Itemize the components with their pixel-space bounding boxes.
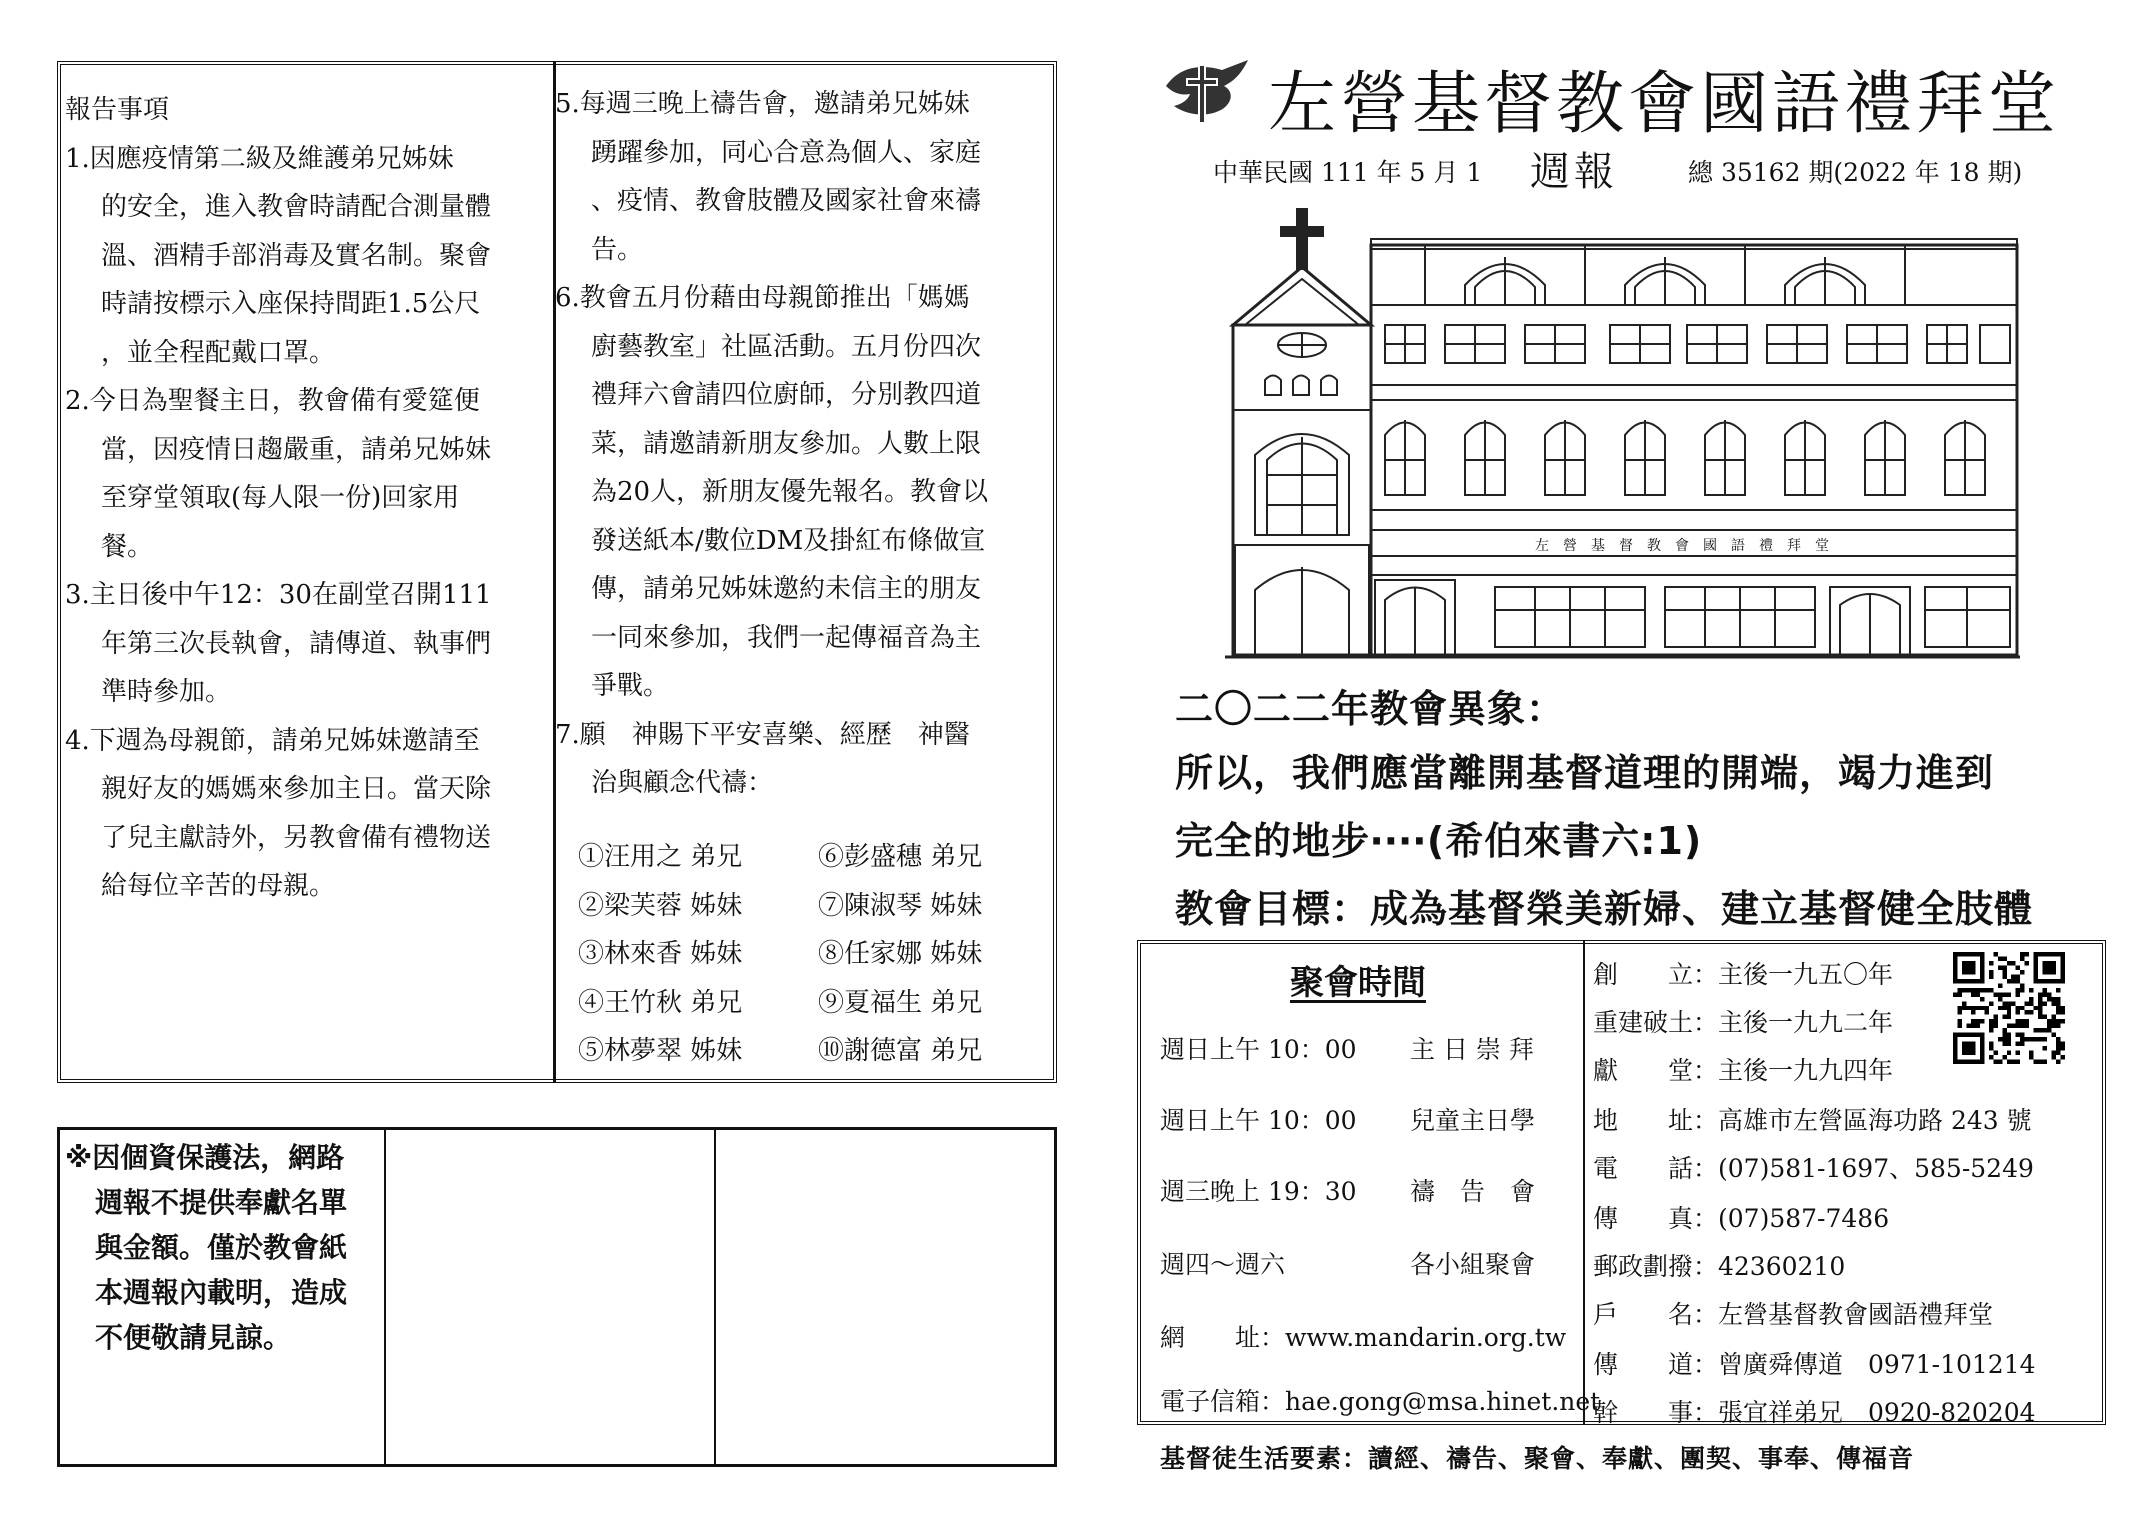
meeting-time: 週日上午 10：00: [1160, 1035, 1357, 1064]
meeting-time: 週四～週六: [1160, 1250, 1286, 1279]
meeting-row: [1160, 1101, 1570, 1137]
church-info-row: 獻 堂：主後一九九四年: [1593, 1056, 1894, 1085]
announcement-line: 爭戰。: [591, 671, 670, 701]
announcement-line: 、疫情、教會肢體及國家社會來禱: [591, 186, 982, 216]
meeting-time: 週三晚上 19：30: [1160, 1177, 1357, 1206]
meeting-name: 各小組聚會: [1410, 1250, 1536, 1279]
announcement-line: 準時參加。: [101, 677, 232, 707]
prayer-name: ⑩謝德富 弟兄: [818, 1036, 983, 1066]
announcements-list-1: [65, 135, 492, 911]
weekly-label: 週報: [1530, 149, 1618, 195]
church-building-illustration: [1225, 205, 2020, 660]
announcement-item-start: 7.願 神賜下平安喜樂、經歷 神醫: [555, 719, 970, 750]
meeting-row: [1160, 1172, 1570, 1208]
announcement-item-start: 1.因應疫情第二級及維護弟兄姊妹: [65, 143, 454, 174]
privacy-note-line: 週報不提供奉獻名單: [95, 1186, 348, 1219]
announcement-line: 了兒主獻詩外，另教會備有禮物送: [101, 822, 492, 853]
announcement-line: 至穿堂領取(每人限一份)回家用: [101, 483, 460, 513]
privacy-note-line: ※因個資保護法，網路: [65, 1141, 345, 1174]
meeting-row: [1160, 1245, 1570, 1281]
church-info-row: 傳 道：曾廣舜傳道 0971-101214: [1593, 1350, 2036, 1379]
church-info-row: 創 立：主後一九五〇年: [1593, 960, 1894, 989]
prayer-name: ③林來香 姊妹: [578, 939, 743, 969]
announcement-line: 踴躍參加，同心合意為個人、家庭: [591, 137, 982, 168]
announcement-line: 一同來參加，我們一起傳福音為主: [591, 622, 982, 653]
church-info-row: 地 址：高雄市左營區海功路 243 號: [1593, 1106, 2032, 1135]
announcement-item-start: 3.主日後中午12：30在副堂召開111: [65, 580, 492, 610]
meeting-info-divider: [1583, 940, 1585, 1425]
announcement-line: 當，因疫情日趨嚴重，請弟兄姊妹: [101, 434, 492, 465]
announcement-line: 時請按標示入座保持間距1.5公尺: [101, 289, 481, 319]
prayer-name: ⑨夏福生 弟兄: [818, 987, 983, 1018]
prayer-row: [578, 1027, 1058, 1076]
church-title: 左營基督教會國語禮拜堂: [1268, 65, 2061, 144]
qr-code-icon[interactable]: [1953, 952, 2065, 1064]
email[interactable]: 電子信箱：hae.gong@msa.hinet.net: [1160, 1387, 1601, 1416]
prayer-name: ⑥彭盛穗 弟兄: [818, 842, 983, 872]
church-info-row: 幹 事：張宜祥弟兄 0920-820204: [1593, 1398, 2036, 1427]
announcement-line: ，並全程配戴口罩。: [101, 337, 336, 368]
announcement-line: 廚藝教室」社區活動。五月份四次: [591, 331, 982, 362]
meeting-row: [1160, 1030, 1570, 1066]
church-logo-icon: [1162, 56, 1252, 126]
meeting-name: 兒童主日學: [1410, 1106, 1536, 1135]
issue-number: 總 35162 期(2022 年 18 期): [1688, 158, 2023, 187]
prayer-name: ⑧任家娜 姊妹: [818, 939, 983, 969]
prayer-name: ④王竹秋 弟兄: [578, 987, 743, 1018]
prayer-row: [578, 979, 1058, 1028]
building-sign: 左營基督教會國語禮拜堂: [1535, 538, 1843, 554]
announcement-line: 為20人，新朋友優先報名。教會以: [591, 477, 989, 507]
announcement-item-start: 5.每週三晚上禱告會，邀請弟兄姊妹: [555, 89, 970, 119]
announcements-heading: 報告事項: [65, 95, 170, 125]
christian-life-footer: 基督徒生活要素：讀經、禱告、聚會、奉獻、團契、事奉、傳福音: [1160, 1444, 1915, 1473]
announcement-line: 傳，請弟兄姊妹邀約未信主的朋友: [591, 574, 982, 604]
privacy-note-line: 不便敬請見諒。: [95, 1321, 292, 1354]
church-info-row: 傳 真：(07)587-7486: [1593, 1204, 1890, 1233]
prayer-name: ②梁芙蓉 姊妹: [578, 890, 743, 921]
privacy-note-line: 與金額。僅於教會紙: [95, 1231, 348, 1264]
prayer-name: ⑦陳淑琴 姊妹: [818, 890, 983, 921]
vision-verse-line-1: 所以，我們應當離開基督道理的開端，竭力進到: [1175, 751, 1995, 795]
meeting-name: 主 日 崇 拜: [1410, 1035, 1534, 1064]
announcement-item-start: 6.教會五月份藉由母親節推出「媽媽: [555, 283, 970, 313]
announcement-line: 餐。: [101, 531, 154, 562]
announcement-line: 禮拜六會請四位廚師，分別教四道: [591, 380, 982, 410]
announcements-column-1: [65, 86, 492, 911]
prayer-name: ①汪用之 弟兄: [578, 842, 743, 872]
prayer-row: [578, 930, 1058, 979]
prayer-name: ⑤林夢翠 姊妹: [578, 1036, 743, 1066]
vision-verse-line-2: 完全的地步‧‧‧‧(希伯來書六:1): [1175, 819, 1703, 863]
privacy-box-divider: [384, 1127, 386, 1467]
announcement-line: 的安全，進入教會時請配合測量體: [101, 192, 492, 222]
announcement-line: 告。: [591, 234, 644, 265]
meeting-time: 週日上午 10：00: [1160, 1106, 1357, 1135]
announcements-column-2: [555, 80, 988, 808]
prayer-row: [578, 882, 1058, 931]
announcement-line: 給每位辛苦的母親。: [101, 871, 336, 901]
church-info-row: 電 話：(07)581-1697、585-5249: [1593, 1154, 2034, 1183]
church-info-row: 重建破土：主後一九九二年: [1593, 1008, 1894, 1037]
announcement-line: 親好友的媽媽來參加主日。當天除: [101, 774, 492, 804]
privacy-note-line: 本週報內載明，造成: [95, 1276, 348, 1309]
announcements-list-2: [555, 80, 988, 808]
announcement-item-start: 4.下週為母親節，請弟兄姊妹邀請至: [65, 725, 480, 756]
privacy-note: [65, 1135, 380, 1360]
prayer-list: [578, 833, 1058, 1076]
announcement-line: 菜，請邀請新朋友參加。人數上限: [591, 428, 982, 459]
church-goal: 教會目標：成為基督榮美新婦、建立基督健全肢體: [1175, 887, 2034, 931]
vision-heading: 二〇二二年教會異象：: [1175, 687, 1566, 731]
bulletin-date: 中華民國 111 年 5 月 1: [1213, 158, 1483, 187]
announcement-line: 發送紙本/數位DM及掛紅布條做宣: [591, 525, 986, 556]
meeting-name: 禱 告 會: [1410, 1177, 1536, 1206]
announcement-line: 治與顧念代禱：: [591, 768, 774, 798]
church-info-row: 戶 名：左營基督教會國語禮拜堂: [1593, 1300, 1994, 1329]
church-info-row: 郵政劃撥：42360210: [1593, 1252, 1846, 1281]
website[interactable]: 網 址：www.mandarin.org.tw: [1160, 1323, 1567, 1352]
announcement-line: 溫、酒精手部消毒及實名制。聚會: [101, 240, 492, 271]
announcement-item-start: 2.今日為聖餐主日，教會備有愛筵便: [65, 386, 480, 416]
meeting-times-title: 聚會時間: [1290, 963, 1426, 1003]
privacy-box-divider: [714, 1127, 716, 1467]
prayer-row: [578, 833, 1058, 882]
announcement-line: 年第三次長執會，請傳道、執事們: [101, 628, 492, 659]
